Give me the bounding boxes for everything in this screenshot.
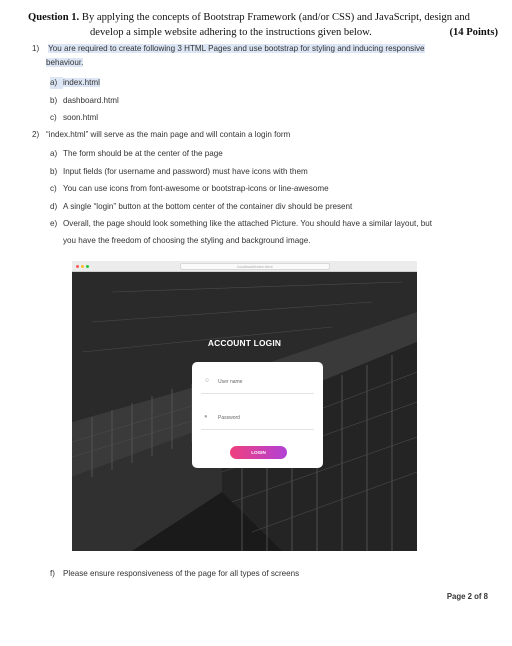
question-points: (14 Points) (449, 27, 498, 38)
maximize-dot-icon (86, 265, 89, 268)
item-1 (32, 42, 492, 70)
browser-url-bar: localhost/index.html (180, 263, 330, 270)
item-2d (50, 201, 352, 213)
item-f-text: Please ensure responsiveness of the page for all types of screens (63, 569, 300, 578)
item-1-text: You are required to create following 3 HTML Pages and use bootstrap for styling and inducing responsive (48, 44, 425, 53)
item-f-letter: f) (50, 569, 55, 578)
item-2c-letter: c) (50, 184, 57, 193)
item-2a (50, 148, 223, 160)
item-1-text-cont: behaviour. (46, 58, 84, 67)
item-2b-letter: b) (50, 167, 58, 176)
item-2e-letter: e) (50, 219, 58, 228)
item-1b-letter: b) (50, 96, 58, 105)
item-1a (50, 77, 100, 89)
username-placeholder: User name (218, 379, 243, 385)
login-card (192, 362, 323, 468)
item-2e (50, 218, 432, 230)
question-label: Question 1. (28, 12, 80, 23)
user-icon: ☺ (204, 378, 211, 384)
password-placeholder: Password (218, 415, 240, 421)
item-1a-letter: a) (50, 77, 63, 89)
page-number: Page 2 of 8 (446, 592, 488, 601)
item-2a-letter: a) (50, 149, 58, 158)
item-2d-letter: d) (50, 202, 58, 211)
login-button[interactable]: LOGIN (230, 446, 287, 459)
browser-bar (72, 261, 417, 272)
item-1b-text: dashboard.html (63, 96, 119, 105)
username-field[interactable] (201, 372, 314, 394)
item-1-number: 1) (32, 44, 40, 53)
item-1a-text: index.html (63, 78, 100, 87)
minimize-dot-icon (81, 265, 84, 268)
question-text-line1: By applying the concepts of Bootstrap Framework (and/or CSS) and JavaScript, design and (81, 12, 470, 23)
item-2-text: “index.html” will serve as the main page and will contain a login form (46, 130, 291, 139)
item-2 (32, 130, 290, 139)
item-2-number: 2) (32, 130, 40, 139)
item-1c-letter: c) (50, 113, 57, 122)
item-2e-cont-text: you have the freedom of choosing the styling and background image. (63, 236, 311, 245)
item-2d-text: A single “login” button at the bottom center of the container div should be present (63, 202, 353, 211)
lock-icon: ● (204, 414, 208, 420)
question-heading (28, 10, 498, 40)
item-1b (50, 95, 119, 107)
example-login-screenshot (72, 261, 417, 551)
close-dot-icon (76, 265, 79, 268)
login-title: ACCOUNT LOGIN (207, 338, 282, 348)
item-2c-text: You can use icons from font-awesome or bootstrap-icons or line-awesome (63, 184, 329, 193)
password-field[interactable] (201, 408, 314, 430)
item-1c (50, 112, 98, 124)
item-2b-text: Input fields (for username and password) must have icons with them (63, 167, 308, 176)
item-2b (50, 166, 308, 178)
question-text-line2: develop a simple website adhering to the instructions given below. (90, 27, 372, 38)
item-2a-text: The form should be at the center of the page (63, 149, 223, 158)
item-1c-text: soon.html (63, 113, 99, 122)
item-f (50, 569, 299, 578)
item-2c (50, 183, 329, 195)
item-2e-cont (50, 235, 310, 247)
item-2e-text: Overall, the page should look something like the attached Picture. You should have a similar layout, but (63, 219, 432, 228)
